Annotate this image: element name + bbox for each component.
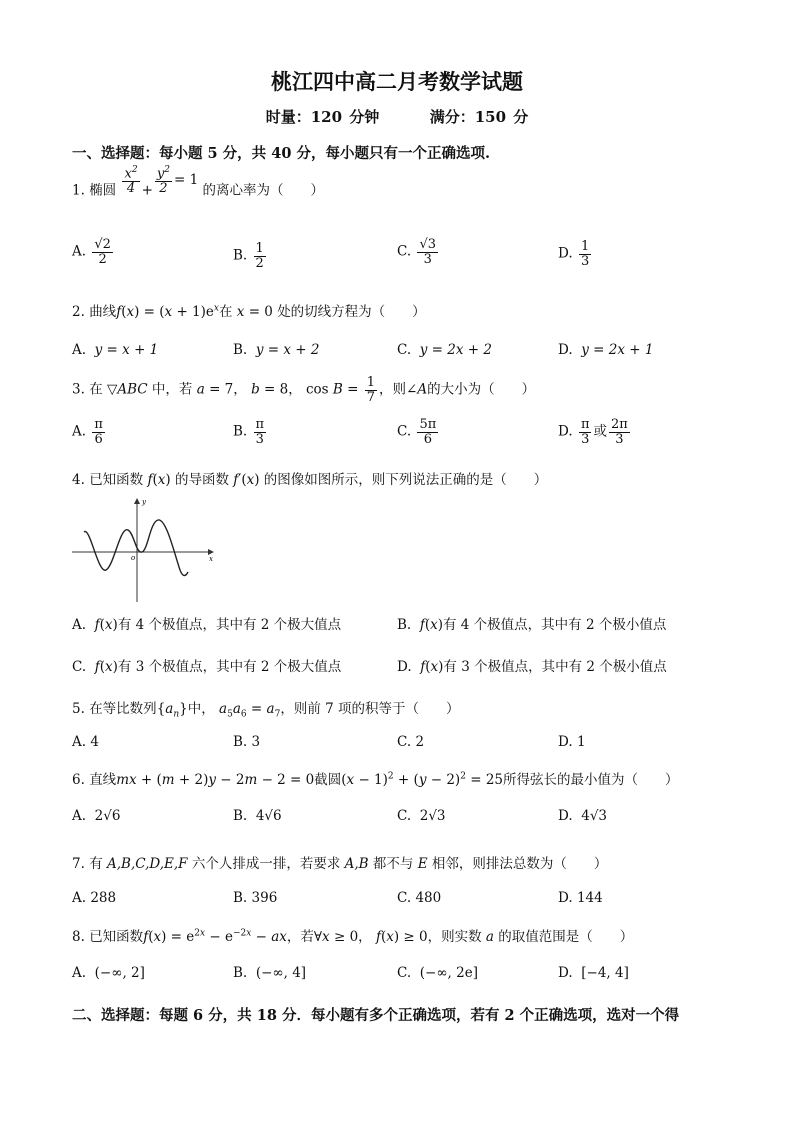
x-axis-label: x <box>209 555 213 563</box>
q3-option-b[interactable]: B. $\frac{\pi}{3}$ <box>233 417 265 447</box>
derivative-graph <box>70 496 215 606</box>
q2-option-c[interactable]: C. y = 2x + 2 <box>397 342 492 358</box>
question-2: 2. 曲线$f(x) = (x + 1)e^x$在 x = 0 处的切线方程为（ ） <box>72 303 426 320</box>
score-label: 满分：150 分 <box>429 108 529 126</box>
q3-option-c[interactable]: C. $\frac{5\pi}{6}$ <box>397 417 437 447</box>
q4-option-a[interactable]: A. f(x)有 4 个极值点，其中有 2 个极大值点 <box>72 617 342 633</box>
y-axis-arrow <box>134 498 140 504</box>
question-1: 1. 椭圆 $\frac{x^2}{4}$ + $\frac{y^2}{2}$ = 1 的离心率为（ ） <box>72 165 324 199</box>
question-3: 3. 在 ▽ABC 中，若 a = 7， b = 8， cos B = $\frac{1}{7}$ ，则∠A的大小为（ ） <box>72 375 536 405</box>
question-6: 6. 直线mx + (m + 2)y − 2m − 2 = 0截圆$(x - 1)^2 + (y - 2)^2 = 25$所得弦长的最小值为（ ） <box>72 771 679 788</box>
q5-option-c[interactable]: C. 2 <box>397 734 425 750</box>
origin-label: o <box>131 554 136 562</box>
q8-option-b[interactable]: B. (−∞, 4] <box>233 965 307 981</box>
q1-option-d[interactable]: D. $\frac{1}{3}$ <box>558 239 590 269</box>
q2-option-b[interactable]: B. y = x + 2 <box>233 342 320 358</box>
q7-option-c[interactable]: C. 480 <box>397 890 442 906</box>
q8-option-a[interactable]: A. (−∞, 2] <box>72 965 145 981</box>
q7-option-d[interactable]: D. 144 <box>558 890 603 906</box>
y-axis-label: y <box>142 498 146 506</box>
derivative-curve <box>84 520 188 576</box>
q1-option-a[interactable]: A. $\frac{√2}{2}$ <box>72 237 111 267</box>
q6-option-a[interactable]: A. 2√6 <box>72 808 121 824</box>
page-title: 桃江四中高二月考数学试题 <box>271 69 523 94</box>
q3-option-d[interactable]: D. $\frac{\pi}{3}$ 或 $\frac{2\pi}{3}$ <box>558 417 628 447</box>
q6-option-d[interactable]: D. 4√3 <box>558 808 608 824</box>
q2-option-a[interactable]: A. y = x + 1 <box>72 342 159 358</box>
q7-option-a[interactable]: A. 288 <box>72 890 117 906</box>
q2-option-d[interactable]: D. y = 2x + 1 <box>558 342 654 358</box>
q7-option-b[interactable]: B. 396 <box>233 890 278 906</box>
q1-option-b[interactable]: B. $\frac{1}{2}$ <box>233 241 264 271</box>
question-5: 5. 在等比数列$\{a_n\}$中， $a_5a_6 = a_7$，则前 7 项的积等于（ ） <box>72 701 460 720</box>
q5-option-a[interactable]: A. 4 <box>72 734 99 750</box>
q4-option-c[interactable]: C. f(x)有 3 个极值点，其中有 2 个极大值点 <box>72 659 342 675</box>
q8-option-d[interactable]: D. [−4, 4] <box>558 965 629 981</box>
q1-option-c[interactable]: C. $\frac{√3}{3}$ <box>397 237 436 267</box>
question-7: 7. 有 A,B,C,D,E,F 六个人排成一排，若要求 A,B 都不与 E 相邻，则排法总数为（ ） <box>72 856 608 872</box>
section-heading-1: 一、选择题：每小题 5 分，共 40 分，每小题只有一个正确选项. <box>72 145 491 162</box>
q5-option-d[interactable]: D. 1 <box>558 734 586 750</box>
section-heading-2: 二、选择题：每题 6 分，共 18 分．每小题有多个正确选项，若有 2 个正确选项，选对一个得 <box>72 1007 680 1024</box>
time-label: 时量：120 分钟 <box>265 108 380 126</box>
q3-option-a[interactable]: A. $\frac{\pi}{6}$ <box>72 417 103 447</box>
q4-option-b[interactable]: B. f(x)有 4 个极值点，其中有 2 个极小值点 <box>397 617 667 633</box>
q5-option-b[interactable]: B. 3 <box>233 734 261 750</box>
q4-option-d[interactable]: D. f(x)有 3 个极值点，其中有 2 个极小值点 <box>397 659 667 675</box>
question-8: 8. 已知函数$f(x) = e^{2x} - e^{-2x}$ − ax，若∀x ≥ 0， f(x) ≥ 0，则实数 a 的取值范围是（ ） <box>72 928 634 945</box>
question-4: 4. 已知函数 f(x) 的导函数 f′(x) 的图像如图所示，则下列说法正确的是（ ） <box>72 472 548 488</box>
q8-option-c[interactable]: C. (−∞, 2e] <box>397 965 478 981</box>
q6-option-b[interactable]: B. 4√6 <box>233 808 282 824</box>
q6-option-c[interactable]: C. 2√3 <box>397 808 446 824</box>
exam-info <box>0 106 794 127</box>
